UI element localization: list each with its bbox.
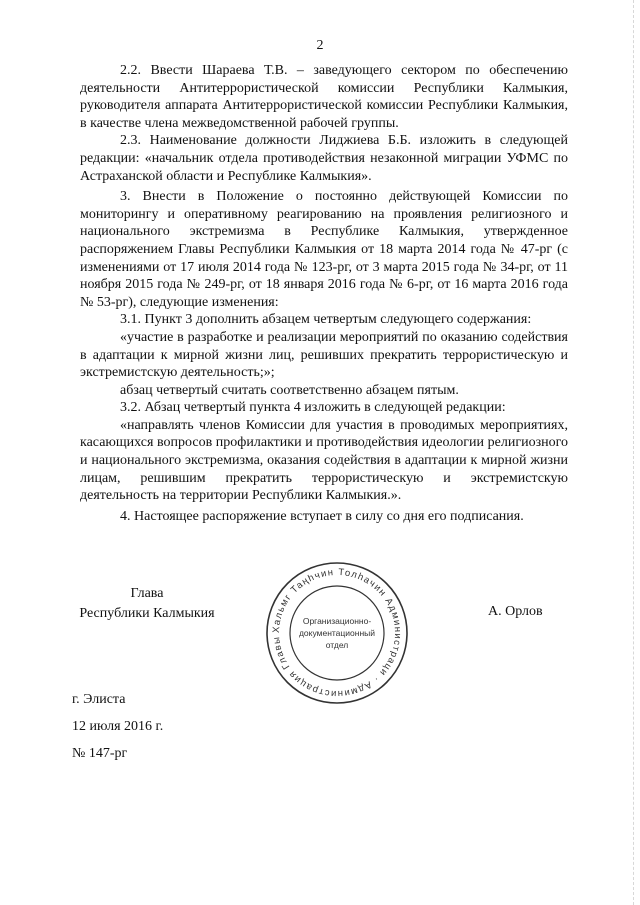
footer-date: 12 июля 2016 г. <box>72 719 164 734</box>
document-body <box>80 62 568 525</box>
official-stamp <box>262 558 412 708</box>
stamp-seal-icon <box>262 558 412 708</box>
paragraph-3-2-quote: «направлять членов Комиссии для участия в проводимых мероприятиях, касающихся вопросов профилактики и противодействия идеологии религиозного и национального экстремизма, оказания содействия в адаптации к мирной жизни лицам, решившим прекратить террористическую и экстремистскую деятельность на территории Республики Калмыкия.». <box>80 417 568 504</box>
stamp-outer-text: Хальмг Таңһчин Толһачин Администраци · Администрация Главы <box>270 566 404 700</box>
paragraph-2-3: 2.3. Наименование должности Лиджиева Б.Б. изложить в следующей редакции: «начальник отдела противодействия незаконной миграции УФМС по Астраханской области и Республике Калмыкия». <box>80 133 568 184</box>
signature-title-line2: Республики Калмыкия <box>79 606 215 621</box>
stamp-inner-line1: Организационно- <box>302 616 372 626</box>
paragraph-3-2: 3.2. Абзац четвертый пункта 4 изложить в следующей редакции: <box>120 400 506 416</box>
paragraph-3: 3. Внести в Положение о постоянно действующей Комиссии по мониторингу и оперативному реагированию на проявления религиозного и национального экстремизма в Республике Калмыкия, утвержденное распоряжением Главы Республики Калмыкия от 18 марта 2014 года № 47-рг (с изменениями от 17 июля 2014 года № 123-рг, от 3 марта 2015 года № 34-рг, от 11 ноября 2015 года № 249-рг, от 18 января 2016 года № 6-рг, от 16 марта 2016 года № 53-рг), следующие изменения: <box>80 189 568 310</box>
document-footer <box>72 686 163 767</box>
signature-title <box>72 584 222 624</box>
paragraph-3-1-note: абзац четвертый считать соответственно абзацем пятым. <box>120 382 459 398</box>
scan-edge <box>631 0 634 905</box>
stamp-inner-line2: документационный <box>298 628 376 638</box>
signature-title-line1: Глава <box>130 586 164 601</box>
footer-number: № 147-рг <box>72 746 128 761</box>
paragraph-3-1-quote: «участие в разработке и реализации мероприятий по оказанию содействия в адаптации к мирной жизни лиц, решивших прекратить террористическую и экстремистскую деятельность;»; <box>80 329 568 381</box>
paragraph-4: 4. Настоящее распоряжение вступает в силу со дня его подписания. <box>120 508 524 524</box>
page-number: 2 <box>316 38 324 53</box>
paragraph-3-1: 3.1. Пункт 3 дополнить абзацем четвертым следующего содержания: <box>120 312 532 328</box>
signature-name: А. Орлов <box>488 604 543 619</box>
stamp-inner-line3: отдел <box>325 640 349 650</box>
paragraph-2-2: 2.2. Ввести Шараева Т.В. – заведующего сектором по обеспечению деятельности Антитеррористической комиссии Республики Калмыкия, руководителя аппарата Антитеррористической комиссии Республики Калмыкия, в качестве члена межведомственной рабочей группы. <box>80 63 568 131</box>
footer-city: г. Элиста <box>72 692 126 707</box>
